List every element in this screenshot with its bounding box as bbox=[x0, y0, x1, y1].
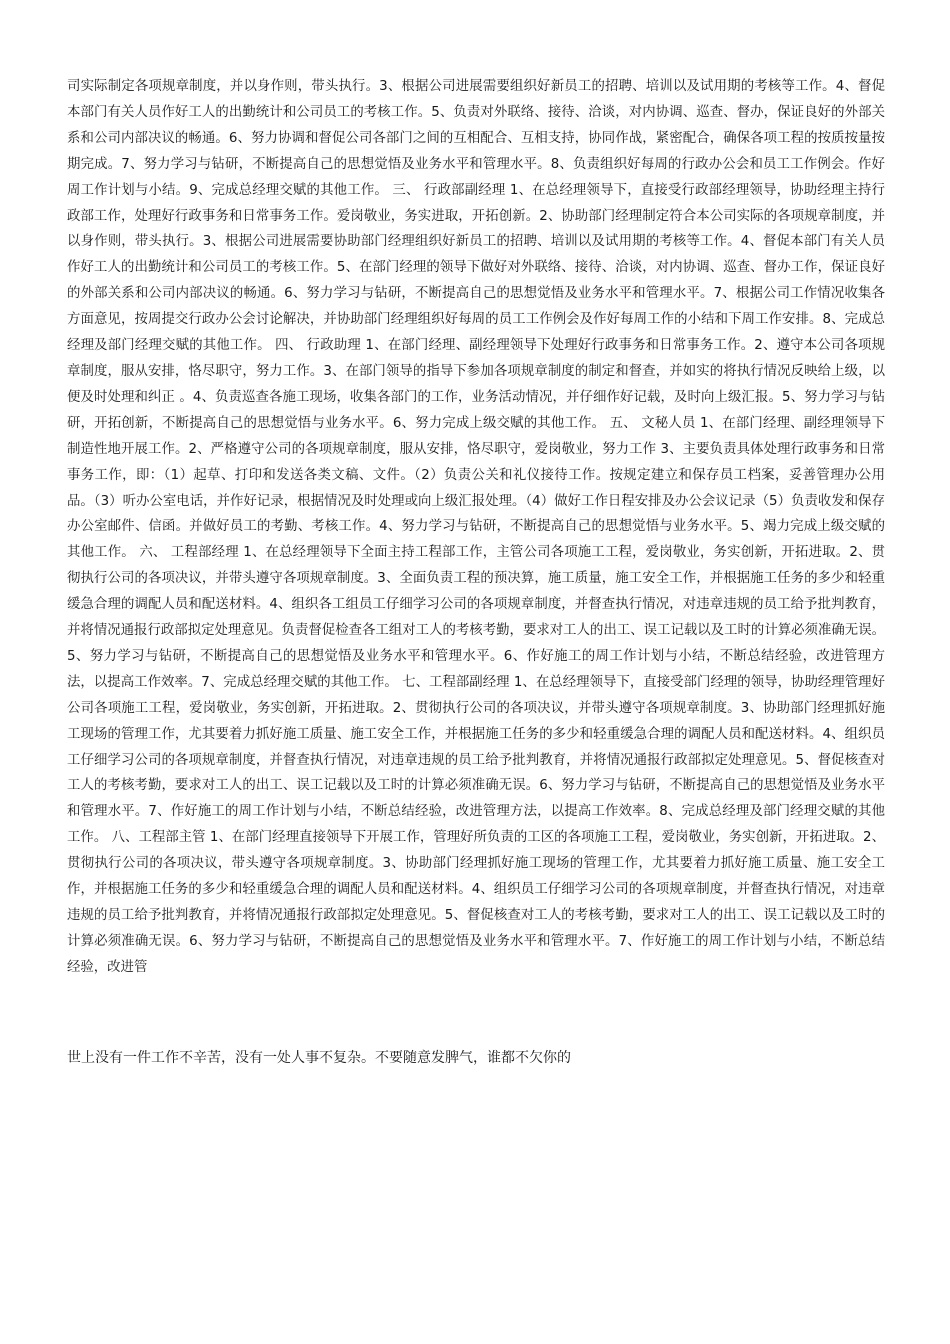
document-body-text: 司实际制定各项规章制度，并以身作则，带头执行。3、根据公司进展需要组织好新员工的招聘、培训以及试用期的考核等工作。4、督促本部门有关人员作好工人的出勤统计和公司员工的考核工作。5、负责对外联络、接待、洽谈，对内协调、巡查、督办，保证良好的外部关系和公司内部决议的畅通。6、努力协调和督促公司各部门之间的互相配合、互相支持，协同作战，紧密配合，确保各项工程的按质按量按期完成。7、努力学习与钻研，不断提高自己的思想觉悟及业务水平和管理水平。8、负责组织好每周的行政办公会和员工工作例会。作好周工作计划与小结。9、完成总经理交赋的其他工作。 三、 行政部副经理 1、在总经理领导下，直接受行政部经理领导，协助经理主持行政部工作，处理好行政事务和日常事务工作。爱岗敬业，务实进取，开拓创新。2、协助部门经理制定符合本公司实际的各项规章制度，并以身作则，带头执行。3、根据公司进展需要协助部门经理组织好新员工的招聘、培训以及试用期的考核等工作。4、督促本部门有关人员作好工人的出勤统计和公司员工的考核工作。5、在部门经理的领导下做好对外联络、接待、洽谈，对内协调、巡查、督办工作，保证良好的外部关系和公司内部决议的畅通。6、努力学习与钻研，不断提高自己的思想觉悟及业务水平和管理水平。7、根据公司工作情况收集各方面意见，按周提交行政办公会讨论解决，并协助部门经理组织好每周的员工工作例会及作好每周工作的小结和下周工作安排。8、完成总经理及部门经理交赋的其他工作。 四、 行政助理 1、在部门经理、副经理领导下处理好行政事务和日常事务工作。2、遵守本公司各项规章制度，服从安排，恪尽职守，努力工作。3、在部门领导的指导下参加各项规章制度的制定和督查，并如实的将执行情况反映给上级，以便及时处理和纠正 。4、负责巡查各施工现场，收集各部门的工作，业务活动情况，并仔细作好记载，及时向上级汇报。5、努力学习与钻研，开拓创新，不断提高自己的思想觉悟与业务水平。6、努力完成上级交赋的其他工作。 五、 文秘人员 1、在部门经理、副经理领导下制造性地开展工作。2、严格遵守公司的各项规章制度，服从安排，恪尽职守，爱岗敬业，努力工作 3、主要负责具体处理行政事务和日常事务工作，即：（1）起草、打印和发送各类文稿、文件。（2）负责公关和礼仪接待工作。按规定建立和保存员工档案，妥善管理办公用品。（3）听办公室电话，并作好记录，根据情况及时处理或向上级汇报处理。（4）做好工作日程安排及办公会议记录（5）负责收发和保存办公室邮件、信函。并做好员工的考勤、考核工作。4、努力学习与钻研，不断提高自己的思想觉悟与业务水平。5、竭力完成上级交赋的其他工作。 六、 工程部经理 1、在总经理领导下全面主持工程部工作，主管公司各项施工工程，爱岗敬业，务实创新，开拓进取。2、贯彻执行公司的各项决议，并带头遵守各项规章制度。3、全面负责工程的预决算，施工质量，施工安全工作，并根据施工任务的多少和轻重缓急合理的调配人员和配送材料。4、组织各工组员工仔细学习公司的各项规章制度，并督查执行情况，对违章违规的员工给予批判教育，并将情况通报行政部拟定处理意见。负责督促检查各工组对工人的考核考勤，要求对工人的出工、误工记载以及工时的计算必须准确无误。5、努力学习与钻研，不断提高自己的思想觉悟及业务水平和管理水平。6、作好施工的周工作计划与小结，不断总结经验，改进管理方法，以提高工作效率。7、完成总经理交赋的其他工作。 七、工程部副经理 1、在总经理领导下，直接受部门经理的领导，协助经理管理好公司各项施工工程，爱岗敬业，务实创新，开拓进取。2、贯彻执行公司的各项决议，并带头遵守各项规章制度。3、协助部门经理抓好施工现场的管理工作，尤其要着力抓好施工质量、施工安全工作，并根据施工任务的多少和轻重缓急合理的调配人员和配送材料。4、组织员工仔细学习公司的各项规章制度，并督查执行情况，对违章违规的员工给予批判教育，并将情况通报行政部拟定处理意见。5、督促核查对工人的考核考勤，要求对工人的出工、误工记载以及工时的计算必须准确无误。6、努力学习与钻研，不断提高自己的思想觉悟及业务水平和管理水平。7、作好施工的周工作计划与小结，不断总结经验，改进管理方法，以提高工作效率。8、完成总经理及部门经理交赋的其他工作。 八、工程部主管 1、在部门经理直接领导下开展工作，管理好所负责的工区的各项施工工程，爱岗敬业，务实创新，开拓进取。2、贯彻执行公司的各项决议，带头遵守各项规章制度。3、协助部门经理抓好施工现场的管理工作，尤其要着力抓好施工质量、施工安全工作，并根据施工任务的多少和轻重缓急合理的调配人员和配送材料。4、组织员工仔细学习公司的各项规章制度，并督查执行情况，对违章违规的员工给予批判教育，并将情况通报行政部拟定处理意见。5、督促核查对工人的考核考勤，要求对工人的出工、误工记载以及工时的计算必须准确无误。6、努力学习与钻研，不断提高自己的思想觉悟及业务水平和管理水平。7、作好施工的周工作计划与小结，不断总结经验，改进管 bbox=[67, 79, 885, 975]
closing-quote: 世上没有一件工作不辛苦，没有一处人事不复杂。不要随意发脾气，谁都不欠你的 bbox=[67, 1050, 571, 1066]
